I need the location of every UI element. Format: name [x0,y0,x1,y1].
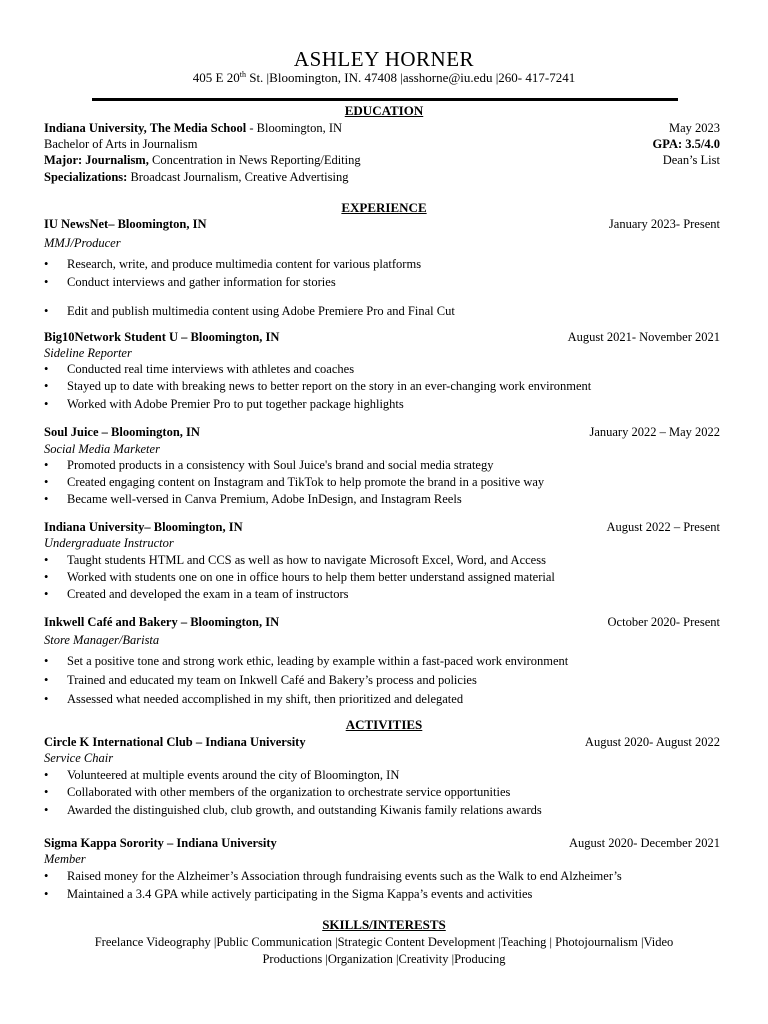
bullet-mark: • [44,768,49,782]
job-date: August 2021- November 2021 [567,330,720,344]
bullet-text: Maintained a 3.4 GPA while actively participating in the Sigma Kappa’s events and activities [67,887,533,901]
job-date: October 2020- Present [607,615,720,629]
job-date: August 2022 – Present [606,520,720,534]
list-item [44,767,724,783]
activity-org: Circle K International Club – Indiana University [44,735,306,749]
list-item [44,586,724,602]
list-item [44,784,724,800]
bullet-mark: • [44,492,49,506]
skills-line: Freelance Videography |Public Communication |Strategic Content Development |Teaching | Photojournalism |Video [94,935,674,949]
bullet-mark: • [44,785,49,799]
major-label: Major: Journalism, [44,153,149,167]
activity-org: Sigma Kappa Sorority – Indiana University [44,836,277,850]
address-suffix: th [239,70,246,79]
job-header [44,216,720,232]
list-item [44,303,724,319]
bullet-text: Raised money for the Alzheimer’s Association through fundraising events such as the Walk to end Alzheimer’s [67,869,622,883]
list-item [44,474,724,490]
degree: Bachelor of Arts in Journalism [44,137,198,151]
bullet-text: Created engaging content on Instagram and TikTok to help promote the brand in a positive way [67,475,545,489]
skills-line: Productions |Organization |Creativity |Producing [262,952,506,966]
bullet-mark: • [44,654,49,668]
activity-role: Service Chair [44,751,114,765]
list-item [44,802,724,818]
list-item [44,378,724,394]
list-item [44,868,724,884]
job-org: IU NewsNet– Bloomington, IN [44,217,207,231]
header-divider [92,98,678,101]
job-header [44,424,720,440]
bullet-text: Research, write, and produce multimedia content for various platforms [67,257,422,271]
bullet-text: Conduct interviews and gather information for stories [67,275,336,289]
education-major-row [44,152,720,168]
activity-date: August 2020- December 2021 [568,836,720,850]
list-item [44,491,724,507]
job-header [44,329,720,345]
bullet-mark: • [44,397,49,411]
list-item [44,396,724,412]
spec-text: Broadcast Journalism, Creative Advertising [127,170,349,184]
job-role-row [44,345,720,361]
spec-label: Specializations: [44,170,128,184]
candidate-name: ASHLEY HORNER [293,47,475,71]
school-name: Indiana University, The Media School [44,121,247,135]
job-role: Undergraduate Instructor [44,536,174,550]
bullet-mark: • [44,869,49,883]
bullet-text: Trained and educated my team on Inkwell Café and Bakery’s process and policies [67,673,477,687]
bullet-text: Became well-versed in Canva Premium, Adobe InDesign, and Instagram Reels [67,492,462,506]
list-item [44,361,724,377]
job-header [44,614,720,630]
bullet-mark: • [44,304,49,318]
bullet-mark: • [44,362,49,376]
list-item [44,274,724,290]
contact-details: St. |Bloomington, IN. 47408 |asshorne@iu.edu |260- 417-7241 [245,70,576,85]
bullet-text: Edit and publish multimedia content using Adobe Premiere Pro and Final Cut [67,304,455,318]
bullet-mark: • [44,692,49,706]
education-spec-row [44,169,720,185]
bullet-text: Taught students HTML and CCS as well as how to navigate Microsoft Excel, Word, and Access [67,553,546,567]
bullet-mark: • [44,803,49,817]
list-item [44,552,724,568]
bullet-mark: • [44,587,49,601]
bullet-text: Set a positive tone and strong work ethic, leading by example within a fast-paced work environment [67,654,569,668]
job-role: Store Manager/Barista [44,633,160,647]
activity-header [44,835,720,851]
job-role-row [44,632,720,648]
school-location: - Bloomington, IN [246,121,343,135]
bullet-text: Collaborated with other members of the organization to orchestrate service opportunities [67,785,511,799]
activity-header [44,734,720,750]
bullet-mark: • [44,257,49,271]
education-degree-row [44,136,720,152]
job-org: Big10Network Student U – Bloomington, IN [44,330,280,344]
list-item [44,653,724,669]
contact-line [0,70,768,86]
job-role: MMJ/Producer [44,236,121,250]
activities-heading: ACTIVITIES [345,717,423,732]
job-date: January 2022 – May 2022 [589,425,720,439]
gpa: GPA: 3.5/4.0 [652,137,720,151]
bullet-text: Worked with students one on one in office hours to help them better understand assigned material [67,570,555,584]
list-item [44,672,724,688]
job-org: Soul Juice – Bloomington, IN [44,425,200,439]
bullet-mark: • [44,379,49,393]
bullet-mark: • [44,458,49,472]
job-header [44,519,720,535]
graduation-date: May 2023 [668,121,720,135]
bullet-text: Awarded the distinguished club, club growth, and outstanding Kiwanis family relations awards [67,803,542,817]
bullet-mark: • [44,673,49,687]
address-street: 405 E 20 [192,70,240,85]
activity-role-row [44,750,720,766]
bullet-text: Conducted real time interviews with athletes and coaches [67,362,355,376]
activity-role-row [44,851,720,867]
job-role: Social Media Marketer [44,442,160,456]
experience-heading: EXPERIENCE [341,200,427,215]
bullet-mark: • [44,475,49,489]
bullet-mark: • [44,570,49,584]
list-item [44,691,724,707]
bullet-text: Created and developed the exam in a team of instructors [67,587,349,601]
bullet-text: Volunteered at multiple events around the city of Bloomington, IN [67,768,400,782]
education-heading: EDUCATION [344,103,424,118]
bullet-text: Assessed what needed accomplished in my shift, then prioritized and delegated [67,692,464,706]
skills-list [60,934,708,968]
bullet-mark: • [44,553,49,567]
job-org: Inkwell Café and Bakery – Bloomington, IN [44,615,280,629]
bullet-text: Stayed up to date with breaking news to better report on the story in an ever-changing work environment [67,379,592,393]
job-role-row [44,535,720,551]
job-role-row [44,441,720,457]
activity-role: Member [44,852,86,866]
major-text: Concentration in News Reporting/Editing [148,153,361,167]
skills-heading: SKILLS/INTERESTS [322,917,446,932]
list-item [44,569,724,585]
job-role-row [44,235,720,251]
list-item [44,457,724,473]
list-item [44,886,724,902]
honor: Dean’s List [662,153,720,167]
bullet-mark: • [44,887,49,901]
job-org: Indiana University– Bloomington, IN [44,520,243,534]
list-item [44,256,724,272]
job-date: January 2023- Present [608,217,720,231]
education-school-row [44,120,720,136]
bullet-text: Promoted products in a consistency with Soul Juice's brand and social media strategy [67,458,494,472]
bullet-mark: • [44,275,49,289]
activity-date: August 2020- August 2022 [584,735,720,749]
bullet-text: Worked with Adobe Premier Pro to put together package highlights [67,397,404,411]
job-role: Sideline Reporter [44,346,132,360]
